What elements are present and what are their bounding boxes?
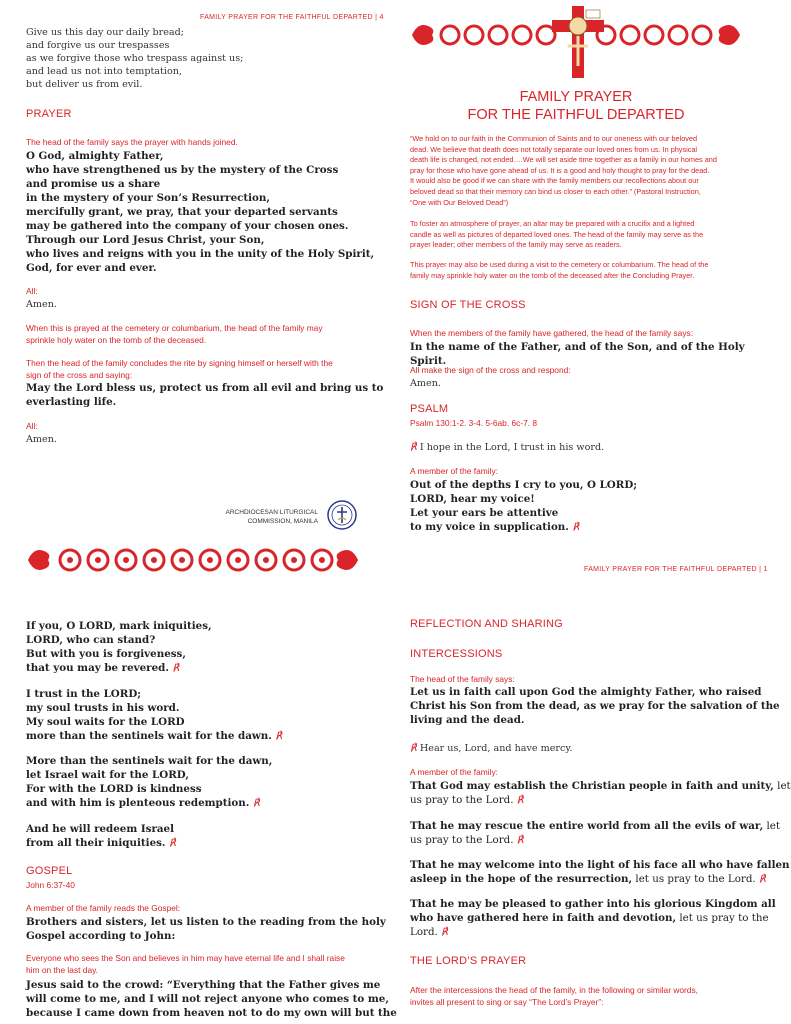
prayer-text <box>26 149 374 275</box>
text-line: let Israel wait for the LORD, <box>26 769 189 781</box>
text-line: beloved dead so that their memory can bind us closer to each other.” (Pastoral Instruction, <box>410 186 701 196</box>
intro-quote <box>410 134 717 208</box>
text-line: everlasting life. <box>26 396 117 408</box>
text-line: who have strengthened us by the mystery of the Cross <box>26 164 339 176</box>
text-line: If you, O LORD, mark iniquities, <box>26 620 212 632</box>
text-line: sprinkle holy water on the tomb of the deceased. <box>26 335 207 345</box>
text-line <box>410 858 790 872</box>
response-text: Hear us, Lord, and have mercy. <box>419 743 573 754</box>
psalm-response <box>410 441 604 454</box>
response-text: I hope in the Lord, I trust in his word. <box>419 442 605 453</box>
petition-bold: who have gathered here in faith and devotion, <box>410 912 677 924</box>
reflection-heading: REFLECTION AND SHARING <box>410 618 563 630</box>
text-line: living and the dead. <box>410 714 525 726</box>
petition-bold: That he may be pleased to gather into his glorious Kingdom all <box>410 898 776 910</box>
text-line: LORD, hear my voice! <box>410 493 535 505</box>
text-line: as we forgive those who trespass against us; <box>26 53 244 64</box>
petition-tail: let us pray to the Lord. <box>632 873 756 885</box>
response-symbol: ℟ <box>275 731 283 742</box>
petition-tail: Lord. <box>410 926 438 938</box>
lords-prayer-rubric <box>410 984 698 1008</box>
commission-seal-icon <box>327 500 357 534</box>
text-line: because I came down from heaven not to do my own will but the <box>26 1007 397 1019</box>
petition-tail: us pray to the Lord. <box>410 794 514 806</box>
text-line: candle as well as pictures of departed loved ones. The head of the family may serve as the <box>410 229 704 239</box>
commission-credit <box>190 508 318 526</box>
text-line <box>410 897 776 911</box>
text-line: For with the LORD is kindness <box>26 783 202 795</box>
text-line-content: from all their iniquities. <box>26 837 166 849</box>
psalm-stanza <box>410 478 637 535</box>
text-line: O God, almighty Father, <box>26 150 164 162</box>
text-line: Brothers and sisters, let us listen to the reading from the holy <box>26 916 386 928</box>
intercessions-heading: INTERCESSIONS <box>410 648 503 660</box>
petition-bold: That God may establish the Christian people in faith and unity, <box>410 780 774 792</box>
amen-response: Amen. <box>410 378 441 389</box>
text-line <box>26 836 176 851</box>
response-symbol: ℟ <box>516 795 524 806</box>
text-line: him on the last day. <box>26 965 99 975</box>
text-line: Give us this day our daily bread; <box>26 27 184 38</box>
text-line: God, for ever and ever. <box>26 262 157 274</box>
text-line: may be gathered into the company of your chosen ones. <box>26 220 349 232</box>
text-line: More than the sentinels wait for the dawn, <box>26 755 273 767</box>
text-line: And he will redeem Israel <box>26 823 174 835</box>
text-line: COMMISSION, MANILA <box>247 518 318 525</box>
petition-tail: let <box>763 820 780 832</box>
text-line: Christ his Son from the dead, as we pray for the salvation of the <box>410 700 780 712</box>
text-line: It would also be good if we can share with the family members our recollections about our <box>410 176 699 186</box>
intercession-response <box>410 742 573 755</box>
response-symbol: ℟ <box>572 522 580 533</box>
psalm-stanza <box>26 619 212 676</box>
text-line: dead. We believe that death does not totally separate our loved ones from us. In physical <box>410 144 698 154</box>
psalm-stanza <box>26 754 272 811</box>
petition <box>410 858 790 887</box>
petition-bold: That he may rescue the entire world from all the evils of war, <box>410 820 764 832</box>
text-line: family may sprinkle holy water on the tomb of the deceased after the Concluding Prayer. <box>410 270 695 280</box>
all-label: All: <box>26 421 38 431</box>
member-rubric: A member of the family: <box>410 767 498 777</box>
petition <box>410 819 780 848</box>
text-line: When this is prayed at the cemetery or columbarium, the head of the family may <box>26 323 323 333</box>
intercession-intro <box>410 685 780 727</box>
response-symbol: ℟ <box>172 663 180 674</box>
text-line: my soul trusts in his word. <box>26 702 180 714</box>
response-symbol: ℟ <box>410 442 417 453</box>
petition-tail: let <box>773 780 791 792</box>
crucifix-emblem-icon <box>550 6 606 82</box>
all-label: All: <box>26 286 38 296</box>
text-line: will come to me, and I will not reject anyone who comes to me, <box>26 993 389 1005</box>
text-line: Out of the depths I cry to you, O LORD; <box>410 479 638 491</box>
cemetery-rubric <box>26 322 323 346</box>
lords-prayer-heading: THE LORD’S PRAYER <box>410 955 527 967</box>
text-line: After the intercessions the head of the family, in the following or similar words, <box>410 985 698 995</box>
text-line: and promise us a share <box>26 178 161 190</box>
text-line: This prayer may also be used during a visit to the cemetery or columbarium. The head of the <box>410 260 709 269</box>
page4-running-head: FAMILY PRAYER FOR THE FAITHFUL DEPARTED | 4 <box>200 14 384 21</box>
text-line: Jesus said to the crowd: “Everything that the Father gives me <box>26 979 381 991</box>
text-line <box>26 729 282 744</box>
member-rubric: A member of the family: <box>410 466 498 476</box>
response-symbol: ℟ <box>252 798 260 809</box>
text-line: prayer leader; other members of the family may serve as readers. <box>410 240 622 250</box>
text-line: Then the head of the family concludes the rite by signing himself or herself with the <box>26 358 333 368</box>
ornament-band-icon <box>26 543 360 577</box>
text-line: I trust in the LORD; <box>26 688 142 700</box>
text-line-content: and with him is plenteous redemption. <box>26 797 250 809</box>
prayer-heading: PRAYER <box>26 108 72 120</box>
petition <box>410 779 791 808</box>
sign-rubric: All make the sign of the cross and respond: <box>410 365 571 375</box>
text-line <box>410 793 791 808</box>
text-line: Gospel according to John: <box>26 930 176 942</box>
response-symbol: ℟ <box>758 874 766 885</box>
text-line: To foster an atmosphere of prayer, an altar may be prepared with a crucifix and a lighted <box>410 219 695 228</box>
response-symbol: ℟ <box>441 927 448 938</box>
text-line-content: to my voice in supplication. <box>410 521 569 533</box>
title-line: FAMILY PRAYER <box>519 89 633 105</box>
gospel-text <box>26 978 397 1020</box>
conclude-rubric <box>26 357 333 381</box>
amen-response: Amen. <box>26 434 57 445</box>
text-line <box>410 520 637 535</box>
text-line: invites all present to sing or say “The Lord’s Prayer”: <box>410 997 604 1007</box>
head-rubric: The head of the family says: <box>410 674 515 684</box>
text-line <box>410 833 780 848</box>
text-line: Let us in faith call upon God the almighty Father, who raised <box>410 686 762 698</box>
text-line: and forgive us our trespasses <box>26 40 170 51</box>
gospel-rubric: A member of the family reads the Gospel: <box>26 903 181 913</box>
decorative-border-ornament <box>26 543 360 577</box>
text-line <box>410 872 790 887</box>
text-line: sign of the cross and saying: <box>26 370 133 380</box>
amen-response: Amen. <box>26 299 57 310</box>
text-line: and lead us not into temptation, <box>26 66 182 77</box>
response-symbol: ℟ <box>410 743 417 754</box>
text-line: Through our Lord Jesus Christ, your Son, <box>26 234 265 246</box>
psalm-stanza <box>26 687 282 744</box>
response-symbol: ℟ <box>169 838 176 849</box>
text-line: pray for those who have gone ahead of us. It is a good and holy thought to pray for the dead. <box>410 165 710 175</box>
prayer-rubric: The head of the family says the prayer with hands joined. <box>26 137 238 147</box>
text-line: May the Lord bless us, protect us from all evil and bring us to <box>26 382 384 394</box>
psalm-reference: Psalm 130:1-2. 3-4. 5-6ab. 6c-7. 8 <box>410 418 538 428</box>
text-line-content: that you may be revered. <box>26 662 169 674</box>
text-line: death life is changed, not ended….We will set aside time together as a family in our homes and <box>410 155 717 165</box>
sign-of-cross-text: In the name of the Father, and of the Son, and of the Holy Spirit. <box>410 341 745 367</box>
title-line: FOR THE FAITHFUL DEPARTED <box>467 107 685 123</box>
text-line: Everyone who sees the Son and believes in him may have eternal life and I shall raise <box>26 953 345 963</box>
petition-tail: let us pray to the <box>676 912 769 924</box>
text-line: but deliver us from evil. <box>26 79 143 90</box>
petition-tail: us pray to the Lord. <box>410 834 514 846</box>
atmosphere-note <box>410 219 703 251</box>
text-line: in the mystery of your Son’s Resurrection, <box>26 192 270 204</box>
text-line <box>26 796 272 811</box>
text-line <box>410 779 791 793</box>
page1-running-foot: FAMILY PRAYER FOR THE FAITHFUL DEPARTED | 1 <box>584 566 768 573</box>
text-line: But with you is forgiveness, <box>26 648 186 660</box>
psalm-stanza <box>26 822 176 851</box>
psalm-heading: PSALM <box>410 403 449 415</box>
sign-of-cross-heading: SIGN OF THE CROSS <box>410 299 526 311</box>
lords-prayer-ending <box>26 26 243 91</box>
text-line <box>26 661 212 676</box>
petition <box>410 897 776 940</box>
petition-bold: asleep in the hope of the resurrection, <box>410 873 633 885</box>
text-line: ARCHDIOCESAN LITURGICAL <box>225 509 318 516</box>
gospel-reference: John 6:37-40 <box>26 880 75 890</box>
text-line-content: more than the sentinels wait for the dawn. <box>26 730 272 742</box>
text-line <box>410 925 776 940</box>
text-line <box>410 911 776 925</box>
petition-bold: That he may welcome into the light of his face all who have fallen <box>410 859 790 871</box>
text-line: mercifully grant, we pray, that your departed servants <box>26 206 338 218</box>
gospel-intro <box>26 915 386 943</box>
text-line <box>410 819 780 833</box>
text-line: “One with Our Beloved Dead”) <box>410 197 509 207</box>
page-title <box>410 88 742 124</box>
text-line: “We hold on to our faith in the Communion of Saints and to our oneness with our beloved <box>410 134 698 143</box>
response-symbol: ℟ <box>516 835 524 846</box>
text-line: LORD, who can stand? <box>26 634 156 646</box>
sign-rubric: When the members of the family have gathered, the head of the family says: <box>410 328 694 338</box>
text-line: who lives and reigns with you in the unity of the Holy Spirit, <box>26 248 375 260</box>
blessing-text <box>26 381 383 409</box>
text-line: Let your ears be attentive <box>410 507 559 519</box>
gospel-heading: GOSPEL <box>26 865 73 877</box>
text-line: My soul waits for the LORD <box>26 716 185 728</box>
visit-note <box>410 260 708 281</box>
gospel-acclamation <box>26 952 345 976</box>
